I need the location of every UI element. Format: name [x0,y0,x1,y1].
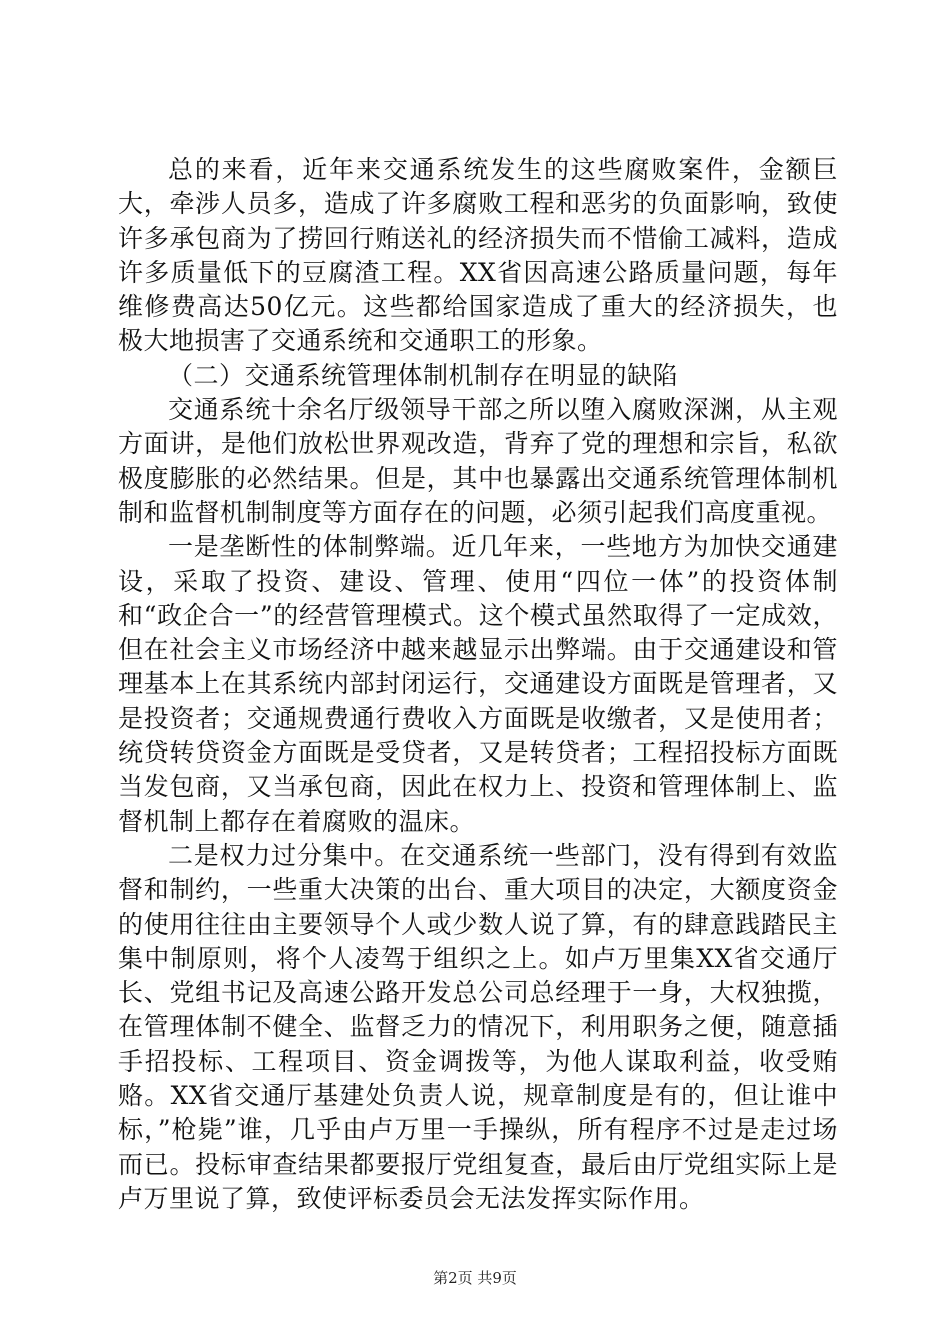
section-heading: （二）交通系统管理体制机制存在明显的缺陷 [168,360,679,390]
paragraph-intro: 交通系统十余名厅级领导干部之所以堕入腐败深渊，从主观方面讲，是他们放松世界观改造，背弃了党的理想和宗旨，私欲极度膨胀的必然结果。但是，其中也暴露出交通系统管理体制机制和监督机制制度等方面存在的问题，必须引起我们高度重视。 [118,395,838,527]
paragraph-summary: 总的来看，近年来交通系统发生的这些腐败案件，金额巨大，牵涉人员多，造成了许多腐败工程和恶劣的负面影响，致使许多承包商为了捞回行贿送礼的经济损失而不惜偷工减料，造成许多质量低下的豆腐渣工程。XX省因高速公路质量问题，每年维修费高达50亿元。这些都给国家造成了重大的经济损失，也极大地损害了交通系统和交通职工的形象。 [118,155,838,356]
page-footer: 第2页 共9页 [433,1269,517,1287]
paragraph-point-two: 二是权力过分集中。在交通系统一些部门，没有得到有效监督和制约，一些重大决策的出台、重大项目的决定，大额度资金的使用往往由主要领导个人或少数人说了算，有的肆意践踏民主集中制原则，将个人凌驾于组织之上。如卢万里集XX省交通厅长、党组书记及高速公路开发总公司总经理于一身，大权独揽，在管理体制不健全、监督乏力的情况下，利用职务之便，随意插手招投标、工程项目、资金调拨等，为他人谋取利益，收受贿赂。XX省交通厅基建处负责人说，规章制度是有的，但让谁中标，”枪毙”谁，几乎由卢万里一手操纵，所有程序不过是走过场而已。投标审查结果都要报厅党组复查，最后由厅党组实际上是卢万里说了算，致使评标委员会无法发挥实际作用。 [118,840,838,1213]
paragraph-point-one: 一是垄断性的体制弊端。近几年来，一些地方为加快交通建设，采取了投资、建设、管理、使用“四位一体”的投资体制和“政企合一”的经营管理模式。这个模式虽然取得了一定成效，但在社会主义市场经济中越来越显示出弊端。由于交通建设和管理基本上在其系统内部封闭运行，交通建设方面既是管理者，又是投资者；交通规费通行费收入方面既是收缴者，又是使用者；统贷转贷资金方面既是受贷者，又是转贷者；工程招投标方面既当发包商，又当承包商，因此在权力上、投资和管理体制上、监督机制上都存在着腐败的温床。 [118,532,838,836]
document-body [118,153,838,1216]
